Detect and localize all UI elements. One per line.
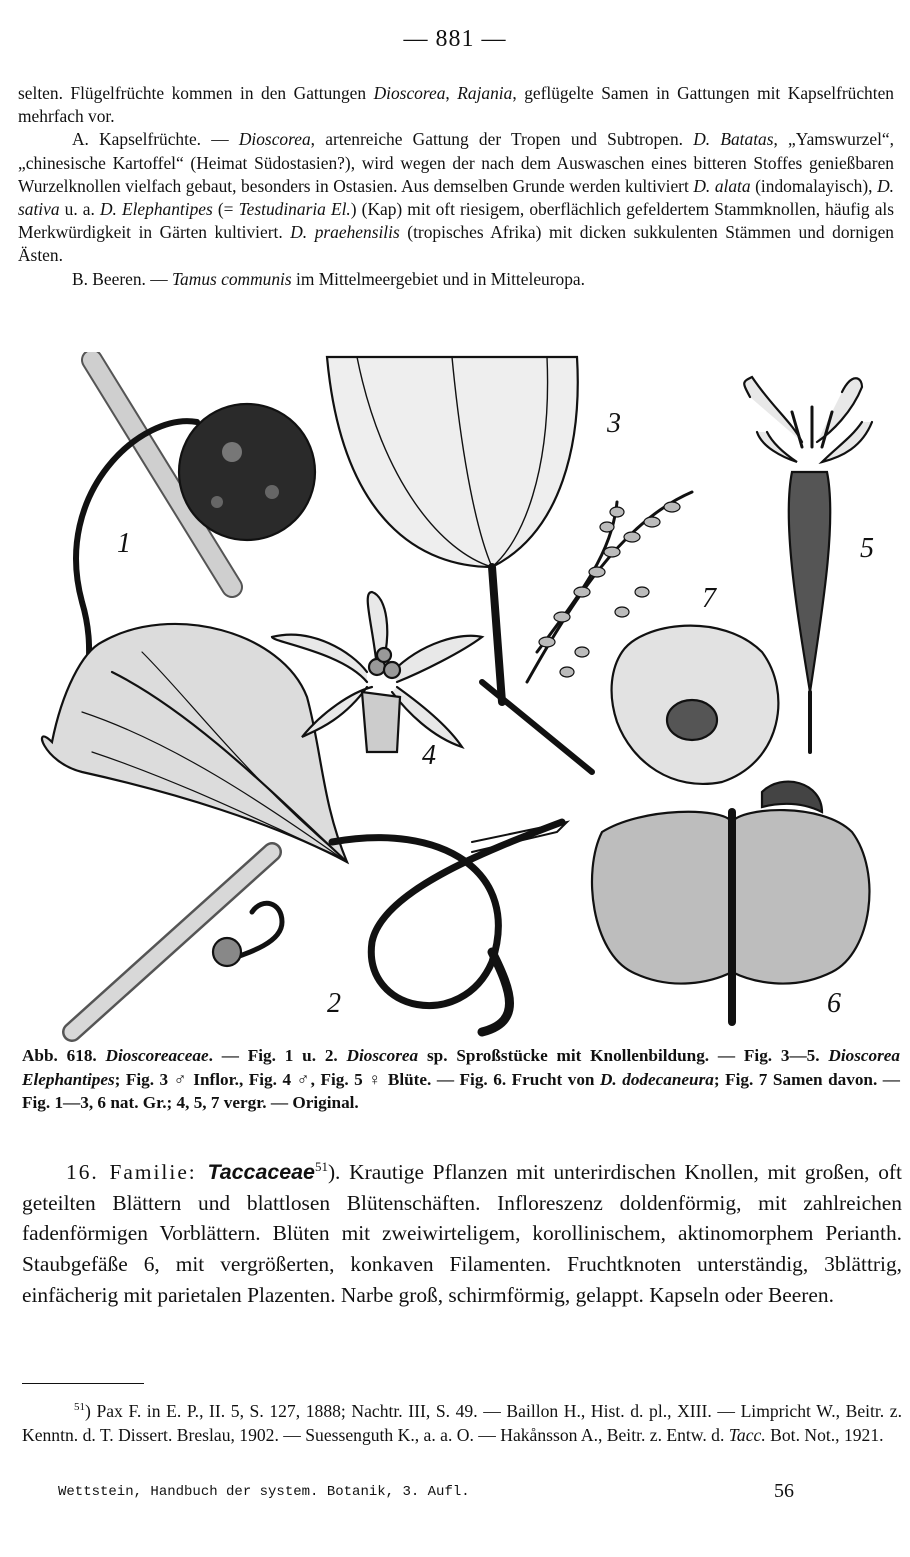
footnote-51: $^{51}$) Pax F. in E. P., II. 5, S. 127, 1888; Nachtr. III, S. 49. — Baillon H., Hist. d. pl., XIII. — Limpricht W., Beitr. z. Kenntn. d. T. Dissert. Breslau, 1902. — Suessenguth K., a. a. O. — Hakånsson A., Beitr. z. Entw. d. Tacc. Bot. Not., 1921.: [22, 1400, 902, 1446]
footnote-rule: [22, 1383, 144, 1384]
fig-1-leaf: [42, 624, 347, 862]
paragraph-wing-fruits: selten. Flügelfrüchte kommen in den Gattungen Dioscorea, Rajania, geflügelte Samen in Gattungen mit Kapselfrüchten mehrfach vor.: [18, 83, 894, 127]
figure-label-4: 4: [422, 740, 436, 771]
figure-label-5: 5: [860, 533, 874, 564]
paragraph-capsule-fruits: A. Kapselfrüchte. — Dioscorea, artenreiche Gattung der Tropen und Subtropen. D. Batatas, „Yamswurzel“, „chinesische Kartoffel“ (Heimat Südostasien?), wird wegen der nach dem Auswaschen eines bitteren Stoffes genießbaren Wurzelknollen vielfach gebaut, besonders in Ostasien. Aus demselben Grunde werden kultiviert D. alata (indomalayisch), D. sativa u. a. D. Elephantipes (= Testudinaria El.) (Kap) mit oft riesigem, oberflächlich gefeldertem Stammknollen, häufig als Merkwürdigkeit in Gärten kultiviert. D. praehensilis (tropisches Afrika) mit dicken sukkulenten Stämmen und dornigen Ästen.: [18, 129, 895, 266]
family-paragraph: 16. Familie: Taccaceae$^{51}$). Krautige Pflanzen mit unterirdischen Knollen, mit großen, oft geteilten Blättern und blattlosen Blütenschäften. Infloreszenz doldenförmig, mit zahlreichen fadenförmigen Vorblättern. Blüten mit zweiwirteligem, korollinischem, aktinomorphem Perianth. Staubgefäße 6, mit vergrößerten, konkaven Filamenten. Fruchtknoten unterständig, 3blättrig, einfächerig mit parietalen Plazenten. Narbe groß, schirmförmig, gelappt. Kapseln oder Beeren.: [22, 1159, 903, 1307]
figure-caption: Abb. 618. Dioscoreaceae. — Fig. 1 u. 2. Dioscorea sp. Sproßstücke mit Knollenbildung. — Fig. 3—5. Dioscorea Elephantipes; Fig. 3 ♂ Inflor., Fig. 4 ♂, Fig. 5 ♀ Blüte. — Fig. 6. Frucht von D. dodecaneura; Fig. 7 Samen davon. — Fig. 1—3, 6 nat. Gr.; 4, 5, 7 vergr. — Original.: [22, 1046, 901, 1112]
footnote: [22, 1395, 902, 1448]
footer-source: Wettstein, Handbuch der system. Botanik, 3. Aufl.: [58, 1484, 470, 1500]
figure-label-7: 7: [702, 583, 716, 614]
page-number: — 881 —: [403, 26, 507, 52]
figure-label-3: 3: [607, 408, 621, 439]
footer-sheet-number: 56: [774, 1480, 794, 1502]
figure-label-2: 2: [327, 988, 341, 1019]
figure-label-6: 6: [827, 988, 841, 1019]
fig-2-twining-shoot: [72, 822, 567, 1032]
fig-6-fruit: [592, 782, 869, 1022]
body-text-top: [18, 82, 894, 291]
family-description: [22, 1152, 902, 1310]
botanical-illustration: [22, 352, 888, 1042]
figure-label-1: 1: [117, 528, 131, 559]
fig-7-seed: [612, 626, 779, 784]
paragraph-berries: B. Beeren. — Tamus communis im Mittelmeergebiet und in Mitteleuropa.: [72, 268, 585, 289]
page-footer: [58, 1480, 794, 1502]
